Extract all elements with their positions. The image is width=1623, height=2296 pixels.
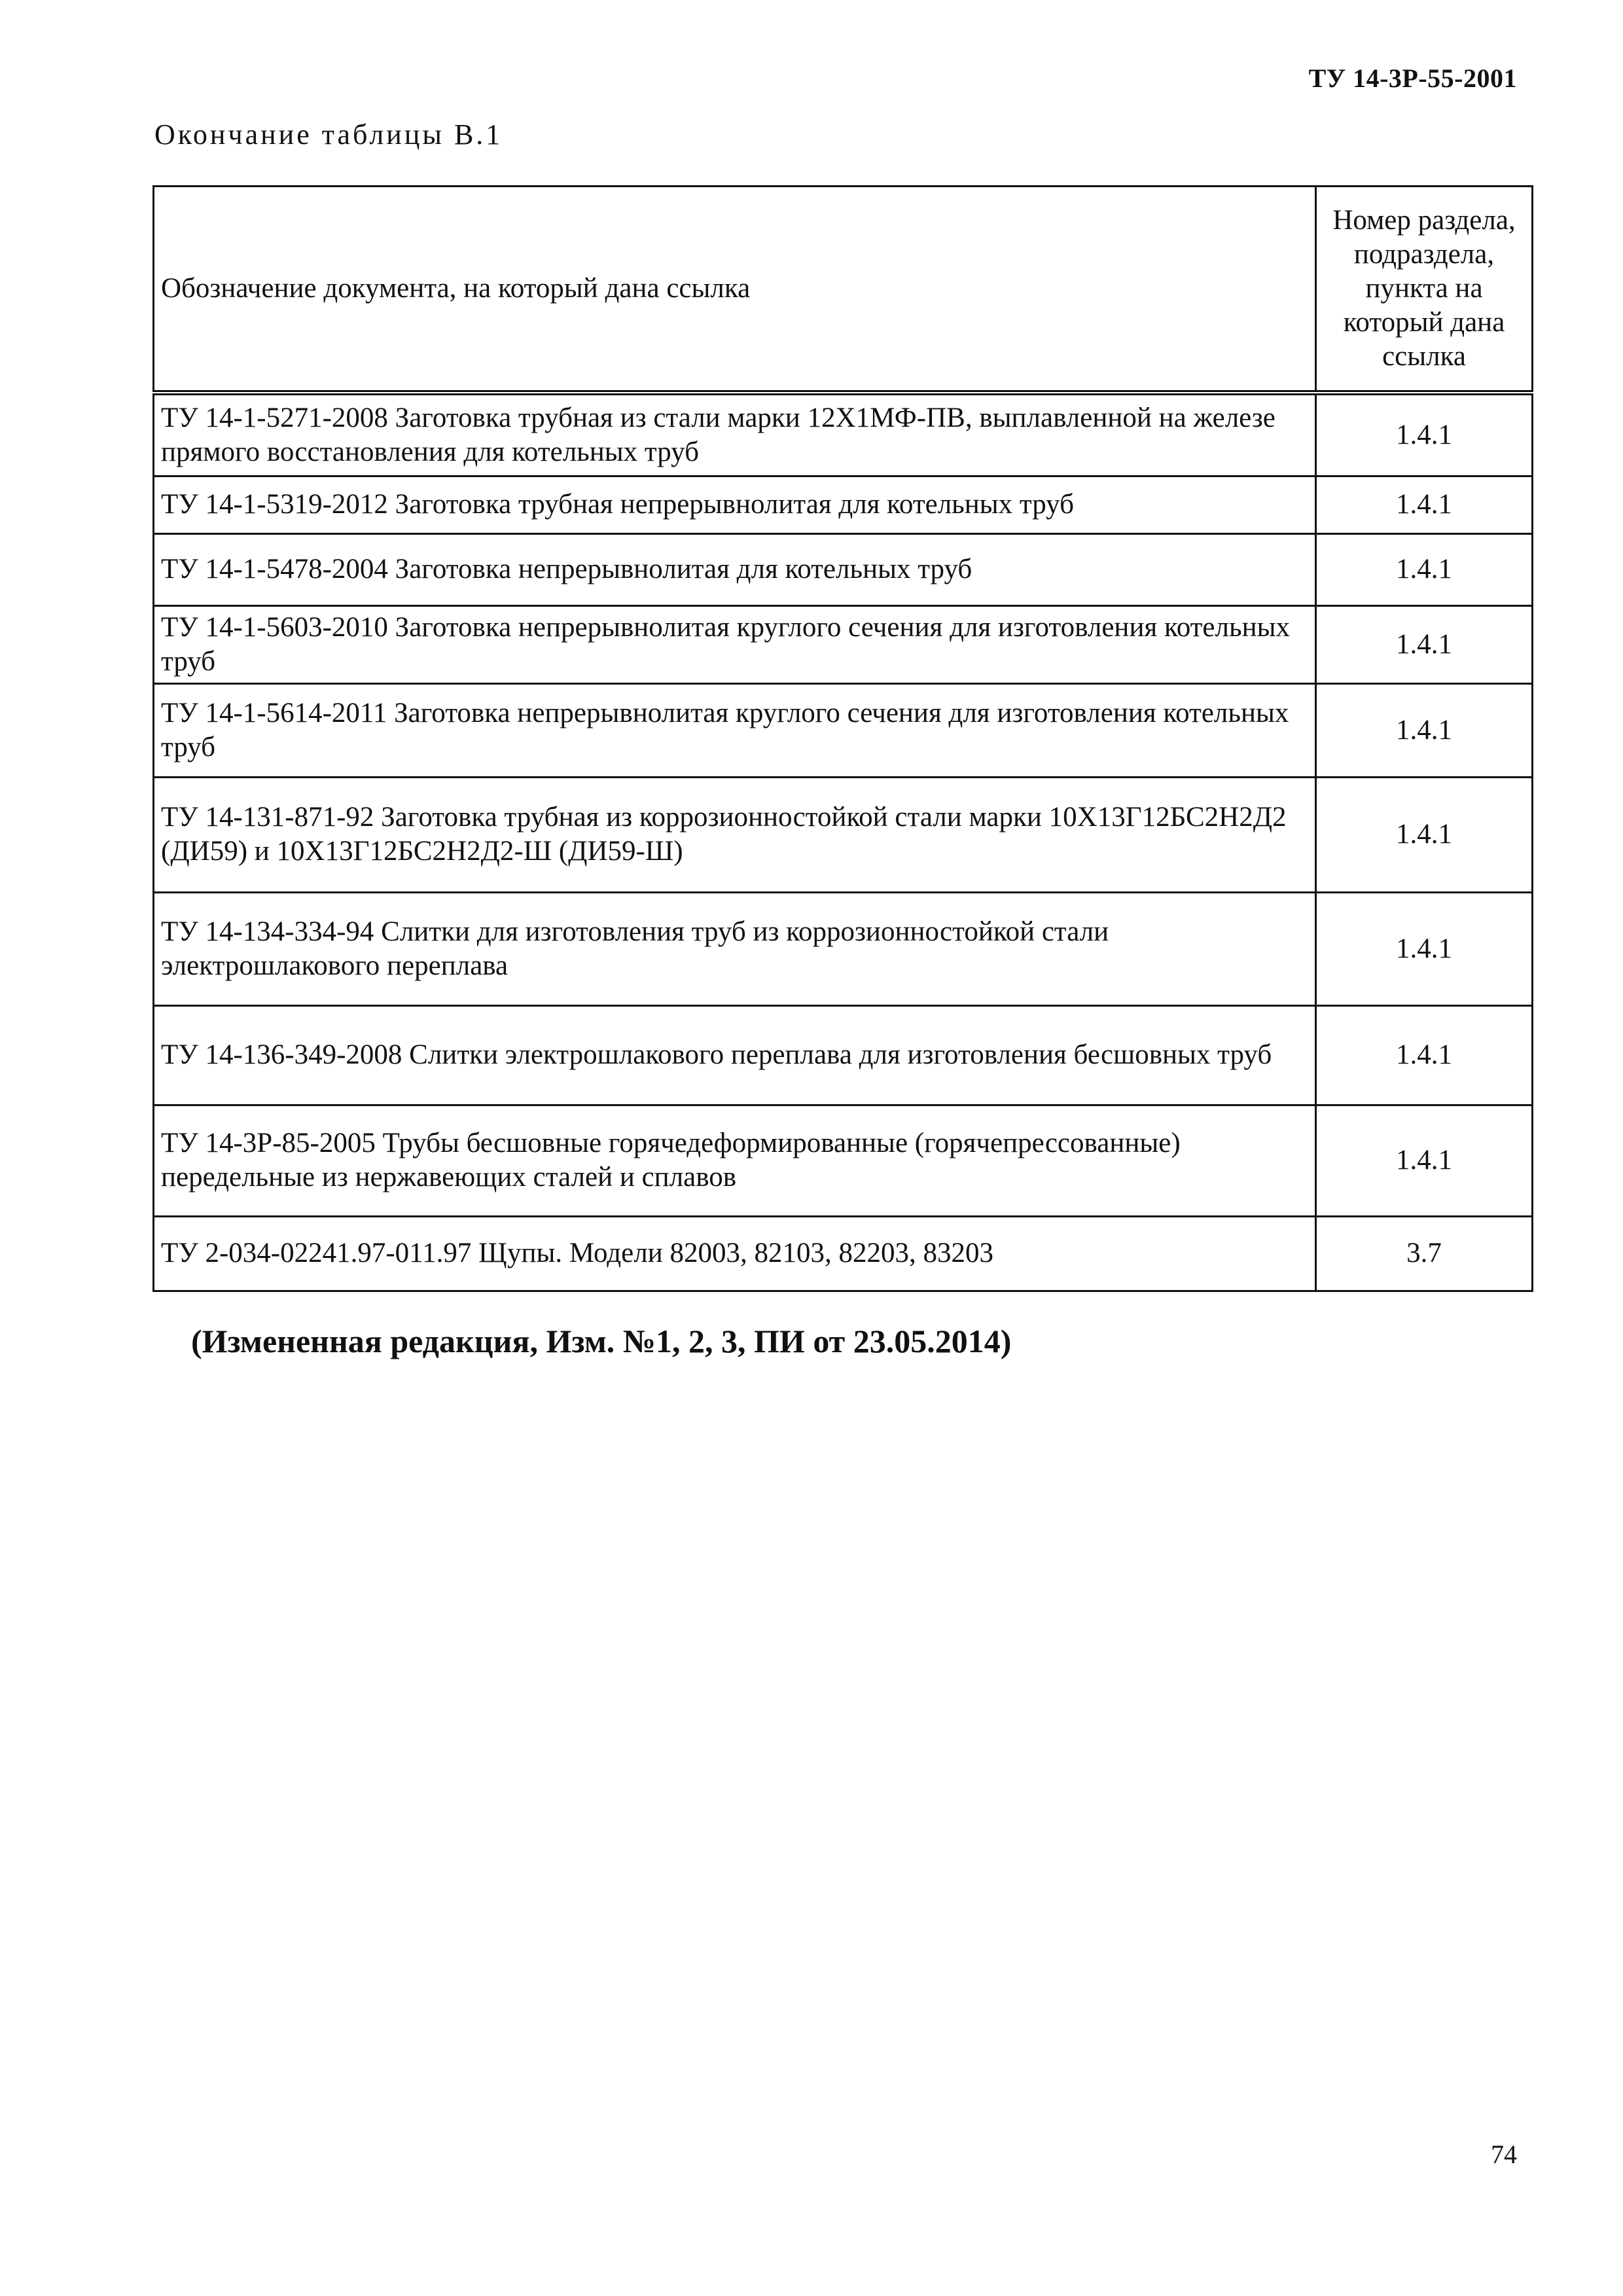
table-row [154,605,1533,683]
column-header-section: Номер раздела, подраздела, пункта на который дана ссылка [1316,187,1533,393]
table-row [154,1005,1533,1105]
page-number: 74 [1491,2140,1517,2169]
cell-document: ТУ 14-1-5603-2010 Заготовка непрерывнолитая круглого сечения для изготовления котельных труб [154,605,1316,683]
reference-table [152,185,1533,1292]
amendment-note: (Измененная редакция, Изм. №1, 2, 3, ПИ от 23.05.2014) [191,1323,1012,1359]
document-code: ТУ 14-3Р-55-2001 [1308,63,1517,93]
cell-document: ТУ 14-1-5271-2008 Заготовка трубная из стали марки 12Х1МФ-ПВ, выплавленной на железе прямого восстановления для котельных труб [154,393,1316,476]
cell-document: ТУ 14-134-334-94 Слитки для изготовления труб из коррозионностойкой стали электрошлакового переплава [154,892,1316,1005]
table-row [154,1216,1533,1291]
table-caption: Окончание таблицы В.1 [154,118,503,151]
cell-section: 1.4.1 [1316,892,1533,1005]
cell-section: 3.7 [1316,1216,1533,1291]
cell-document: ТУ 14-1-5319-2012 Заготовка трубная непрерывнолитая для котельных труб [154,476,1316,533]
cell-document: ТУ 14-1-5614-2011 Заготовка непрерывнолитая круглого сечения для изготовления котельных труб [154,683,1316,777]
cell-section: 1.4.1 [1316,1105,1533,1216]
table-row [154,476,1533,533]
cell-section: 1.4.1 [1316,393,1533,476]
cell-document: ТУ 14-131-871-92 Заготовка трубная из коррозионностойкой стали марки 10Х13Г12БС2Н2Д2 (ДИ59) и 10Х13Г12БС2Н2Д2-Ш (ДИ59-Ш) [154,777,1316,892]
table-row [154,777,1533,892]
cell-document: ТУ 14-1-5478-2004 Заготовка непрерывнолитая для котельных труб [154,533,1316,605]
table-row [154,892,1533,1005]
cell-section: 1.4.1 [1316,533,1533,605]
cell-document: ТУ 14-136-349-2008 Слитки электрошлакового переплава для изготовления бесшовных труб [154,1005,1316,1105]
cell-document: ТУ 14-3Р-85-2005 Трубы бесшовные горячедеформированные (горячепрессованные) передельные из нержавеющих сталей и сплавов [154,1105,1316,1216]
table-row [154,393,1533,476]
table-row [154,1105,1533,1216]
cell-document: ТУ 2-034-02241.97-011.97 Щупы. Модели 82003, 82103, 82203, 83203 [154,1216,1316,1291]
cell-section: 1.4.1 [1316,605,1533,683]
table-row [154,533,1533,605]
cell-section: 1.4.1 [1316,683,1533,777]
cell-section: 1.4.1 [1316,476,1533,533]
table-row [154,683,1533,777]
cell-section: 1.4.1 [1316,777,1533,892]
column-header-document: Обозначение документа, на который дана ссылка [154,187,1316,393]
table-header-row [154,187,1533,393]
cell-section: 1.4.1 [1316,1005,1533,1105]
